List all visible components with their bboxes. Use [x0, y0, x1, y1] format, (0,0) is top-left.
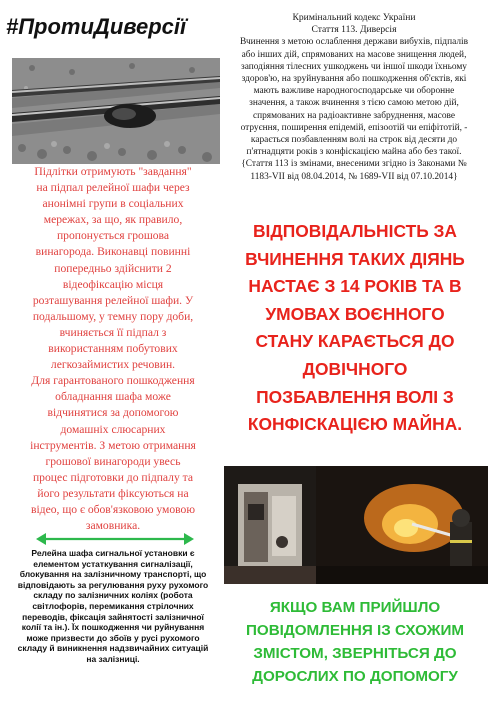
red-line: вчиняється її підпал з — [59, 325, 167, 339]
red-line: Для гарантованого пошкодження — [31, 374, 195, 388]
relay-line: складу по залізничних коліях (робота — [33, 590, 193, 601]
law-line: Вчинення з метою ослаблення держави вибухів, підпалів — [239, 37, 469, 48]
red-line: розташування релейної шафи. У — [32, 293, 194, 307]
red-line: подальшому, у темну пору доби, — [32, 309, 194, 323]
red-line: замовника. — [85, 519, 141, 533]
law-line: або інших дій, спрямованих на масове знищення людей, — [241, 49, 467, 60]
teen-task-description — [6, 164, 220, 534]
red-line: грошової винагороди увесь — [45, 454, 181, 468]
relay-line: відповідають за регулювання руху рухомого — [17, 579, 209, 590]
relay-line: колії та ін.). Їх пошкодження чи руйнування — [21, 622, 205, 633]
law-line: здоров'ю, на зруйнування або пошкодження об'єктів, які — [241, 74, 467, 85]
warning-line: ДОВІЧНОГО — [302, 358, 408, 379]
red-line: на підпал релейної шафи через — [36, 181, 190, 195]
red-line: винагорода. Виконавці повинні — [35, 245, 191, 259]
law-line: отруєння, поширення епідемій, епізоотій чи епіфітотій, - — [240, 122, 468, 133]
seek-help-message — [222, 596, 488, 688]
relay-line: складу й виникнення надзвичайних ситуацій — [17, 643, 209, 654]
double-arrow-divider — [36, 532, 194, 546]
relay-line: Релейна шафа сигнальної установки є — [31, 548, 195, 558]
law-line: спрямованих на радіоактивне забруднення, масове — [252, 110, 456, 121]
red-line: процес підготовки до підпалу та — [32, 470, 194, 484]
law-line: мають важливе народногосподарське чи оборонне — [253, 86, 455, 97]
red-line: пропонується грошова — [56, 229, 170, 243]
help-line: ЯКЩО ВАМ ПРИЙШЛО — [269, 599, 441, 616]
law-line: Кримінальний кодекс України — [292, 12, 416, 23]
red-line: інструментів. З метою отримання — [30, 438, 196, 452]
relay-line: світлофорів, перемикання стрілочних — [32, 600, 194, 611]
red-line: анонімні групи в соціальних — [42, 197, 184, 211]
law-line: заподіяння тілесних ушкоджень чи іншої шкоди їхньому — [241, 61, 467, 72]
warning-line: ВЧИНЕННЯ ТАКИХ ДІЯНЬ — [245, 248, 465, 269]
relay-line: може призвести до збоїв у русі рухомого — [26, 632, 200, 643]
law-line: Стаття 113. Диверсія — [311, 24, 397, 36]
law-line: {Стаття 113 із змінами, внесеними згідно із Законами № — [241, 159, 467, 170]
liability-warning — [222, 218, 488, 439]
hashtag-title: #ПротиДиверсії — [6, 14, 187, 39]
law-line: значення, а також вчинення з тією самою метою дій, — [249, 98, 459, 109]
relay-line: елементом устаткування сигналізації, — [33, 558, 193, 569]
warning-line: ПОЗБАВЛЕННЯ ВОЛІ З — [256, 386, 454, 407]
red-line: використанням побутових — [48, 342, 178, 356]
help-line: ЗМІСТОМ, ЗВЕРНІТЬСЯ ДО — [253, 645, 457, 662]
help-line: ДОРОСЛИХ ПО ДОПОМОГУ — [252, 668, 458, 685]
warning-line: УМОВАХ ВОЄННОГО — [265, 303, 445, 324]
red-line: відчинятися за допомогою — [47, 406, 179, 420]
red-line: попередньо здійснити 2 — [54, 261, 172, 275]
relay-cabinet-info — [6, 548, 220, 665]
law-line: п'ятнадцяти років з конфіскацією майна або без такої. — [246, 147, 462, 158]
burned-cabinet-photos — [224, 466, 488, 584]
relay-line: на залізниці. — [86, 653, 140, 664]
red-line: домашніх слюсарних — [60, 422, 166, 436]
red-line: відео, що є обов'язковою умовою — [30, 502, 196, 516]
red-line: легкозаймистих речовин. — [50, 358, 176, 372]
red-line: відеофіксацію місця — [62, 277, 164, 291]
red-line: його результати фіксуються на — [37, 486, 189, 500]
law-line: карається позбавленням волі на строк від десяти до — [250, 135, 458, 146]
red-line: обладнання шафа може — [55, 390, 171, 404]
warning-line: НАСТАЄ З 14 РОКІВ ТА В — [248, 276, 462, 297]
railway-photo — [12, 58, 220, 164]
red-line: Підлітки отримують "завдання" — [34, 165, 192, 178]
warning-line: СТАНУ КАРАЄТЬСЯ ДО — [255, 331, 455, 352]
warning-line: ВІДПОВІДАЛЬНІСТЬ ЗА — [253, 221, 457, 241]
law-line: 1183-VII від 08.04.2014, № 1689-VII від 07.10.2014} — [250, 171, 458, 182]
criminal-code-article — [220, 12, 488, 183]
red-line: мережах, за що, як правило, — [43, 213, 183, 227]
help-line: ПОВІДОМЛЕННЯ ІЗ СХОЖИМ — [245, 622, 465, 639]
relay-line: переводів, фіксація зайнятості залізничної — [22, 611, 204, 622]
relay-line: блокування на залізничному транспорті, що — [19, 569, 207, 580]
warning-line: КОНФІСКАЦІЄЮ МАЙНА. — [247, 414, 463, 435]
